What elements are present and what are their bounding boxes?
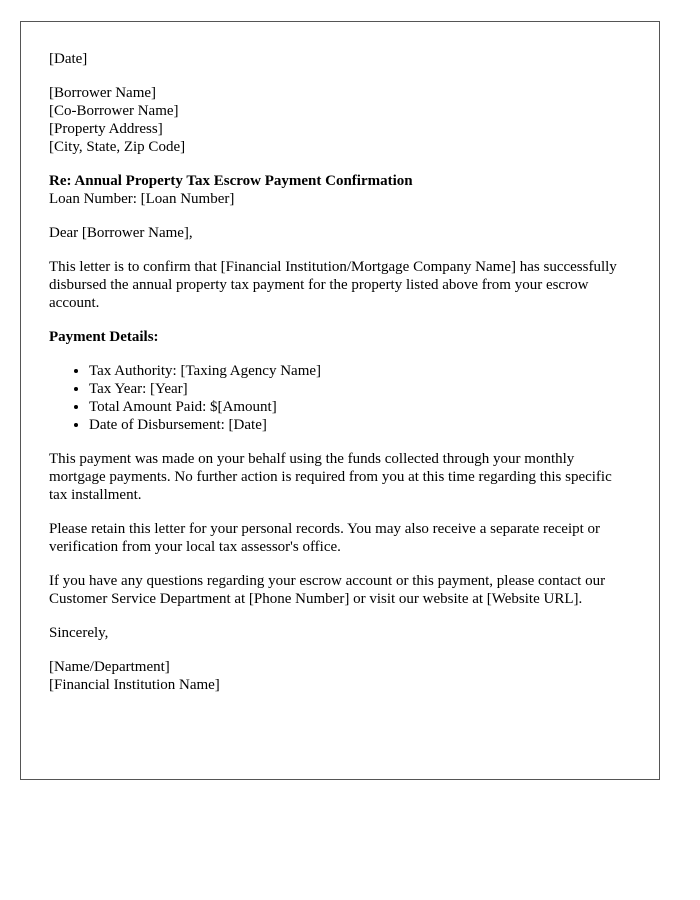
intro-paragraph: This letter is to confirm that [Financial Institution/Mortgage Company Name] has successfully disbursed the annual property tax payment for the property listed above from your escrow account.: [49, 259, 617, 311]
list-item-disbursement-date: • Date of Disbursement: [Date]: [89, 416, 631, 434]
city-state-zip: [City, State, Zip Code]: [49, 139, 186, 155]
signature-name-department: [Name/Department]: [49, 659, 170, 675]
list-item-tax-authority: • Tax Authority: [Taxing Agency Name]: [89, 362, 631, 380]
letter-document: [20, 21, 660, 780]
signature-institution-name: [Financial Institution Name]: [49, 677, 220, 693]
recipient-address-block: [49, 84, 631, 156]
loan-number-line: Loan Number: [Loan Number]: [49, 191, 235, 207]
letter-date: [49, 50, 631, 68]
salutation: Dear [Borrower Name],: [49, 225, 193, 241]
date-text: [Date]: [49, 51, 88, 67]
closing: Sincerely,: [49, 625, 109, 641]
subject-block: [49, 172, 631, 208]
list-item-total-amount: • Total Amount Paid: $[Amount]: [89, 398, 631, 416]
signature-block: [49, 658, 631, 694]
retain-records-paragraph: Please retain this letter for your personal records. You may also receive a separate receipt or verification from your local tax assessor's office.: [49, 521, 601, 555]
list-item-tax-year: • Tax Year: [Year]: [89, 380, 631, 398]
payment-method-paragraph: This payment was made on your behalf using the funds collected through your monthly mortgage payments. No further action is required from you at this time regarding this specific tax installment.: [49, 451, 612, 503]
borrower-name: [Borrower Name]: [49, 85, 157, 101]
payment-details-list: [49, 362, 631, 434]
co-borrower-name: [Co-Borrower Name]: [49, 103, 179, 119]
contact-paragraph: If you have any questions regarding your escrow account or this payment, please contact our Customer Service Department at [Phone Number] or visit our website at [Website URL].: [49, 573, 606, 607]
subject-re-line: Re: Annual Property Tax Escrow Payment Confirmation: [49, 173, 413, 189]
property-address: [Property Address]: [49, 121, 163, 137]
payment-details-heading: Payment Details:: [49, 329, 159, 345]
